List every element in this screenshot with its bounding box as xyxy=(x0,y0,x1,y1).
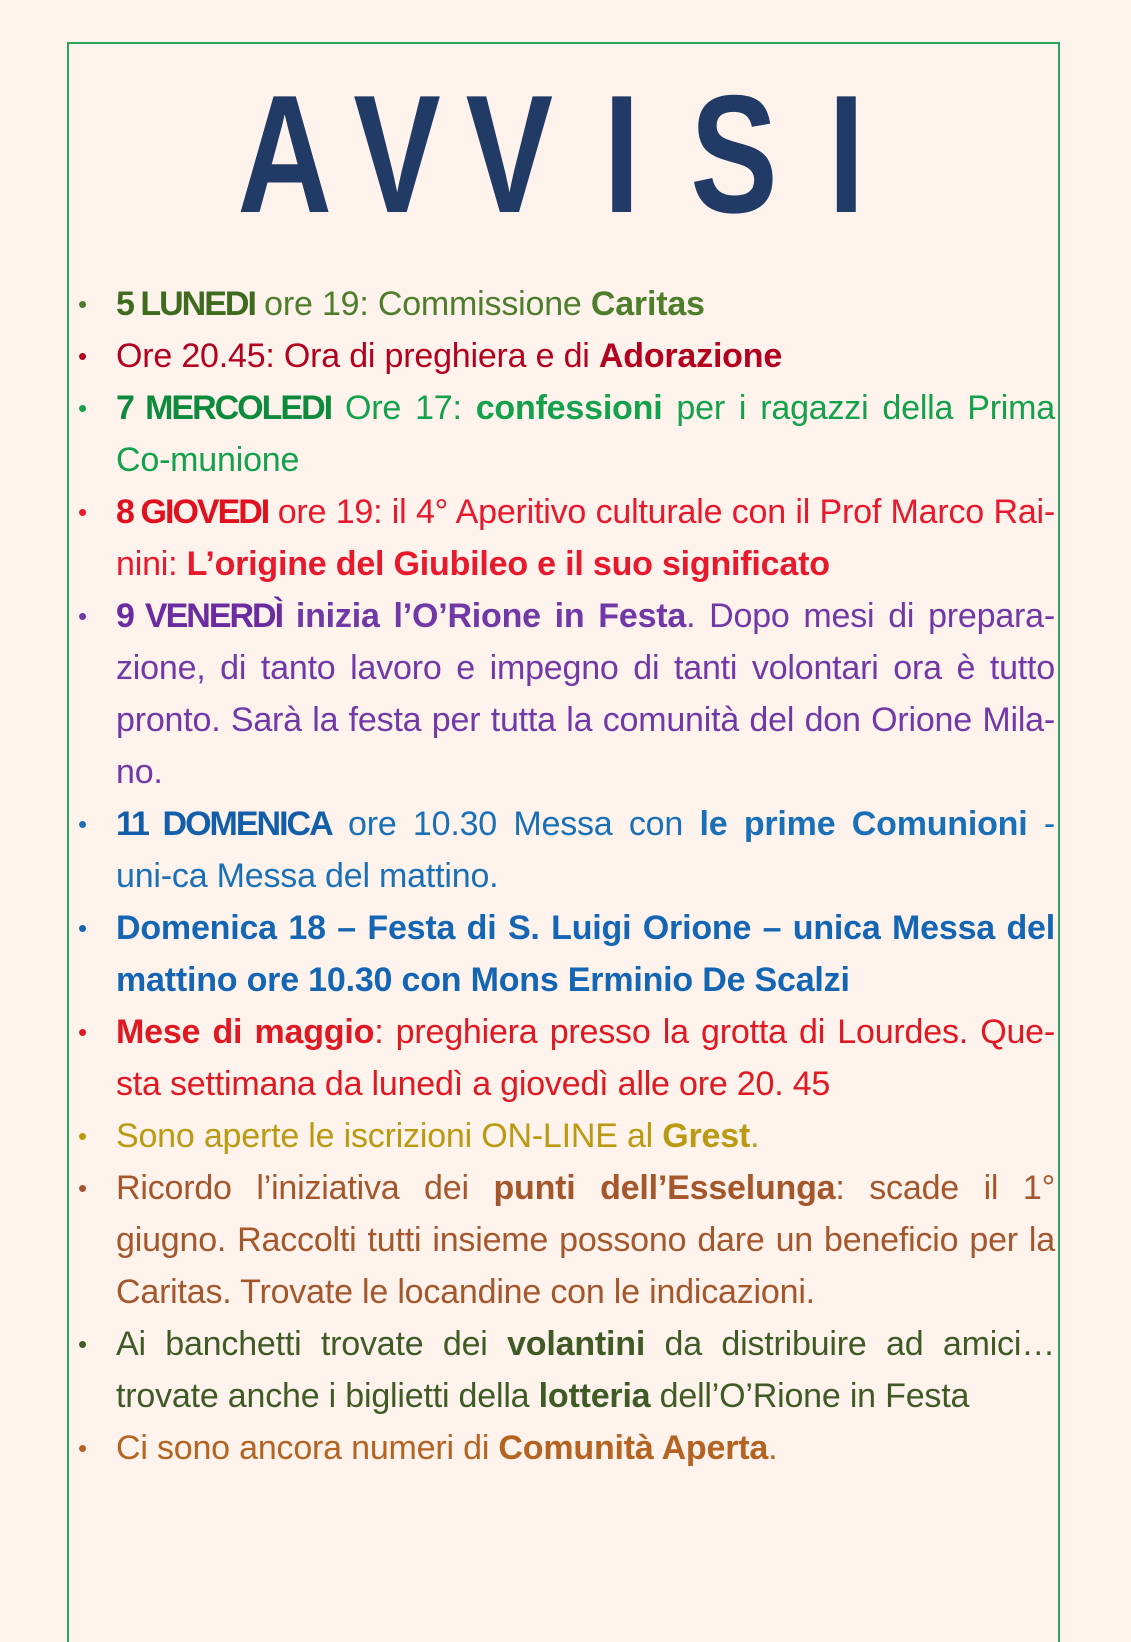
notice-highlight: inizia l’O’Rione in Festa xyxy=(282,597,687,635)
notice-text: : preghiera presso la grotta di Lourdes. Que-sta settimana da lunedì a giovedì alle ore 20. 45 xyxy=(116,1013,1055,1103)
notice-text: Ore 20.45: Ora di preghiera e di xyxy=(116,337,599,375)
notice-highlight: confessioni xyxy=(475,389,663,427)
notice-text: : scade il 1° giugno. Raccolti tutti insieme possono dare un beneficio per la Caritas. Trovate le locandine con le indicazioni. xyxy=(116,1169,1055,1311)
notice-text: Ore 17: xyxy=(331,389,476,427)
notice-highlight: Comunità Aperta xyxy=(498,1429,769,1467)
notice-highlight: Caritas xyxy=(590,285,705,323)
notice-list xyxy=(72,278,1055,1474)
notice-text: ore 19: Commissione xyxy=(254,285,591,323)
notice-item xyxy=(72,486,1055,590)
title-letter: S xyxy=(690,60,778,248)
notice-highlight: Domenica 18 – Festa di S. Luigi Orione – unica Messa del mattino ore 10.30 con Mons Erminio De Scalzi xyxy=(116,909,1055,999)
notice-text: dell’O’Rione in Festa xyxy=(650,1377,970,1415)
notice-item xyxy=(72,902,1055,1006)
notice-text: . Dopo mesi di prepara-zione, di tanto lavoro e impegno di tanti volontari ora è tutto pronto. Sarà la festa per tutta la comunità del don Orione Mila-no. xyxy=(116,597,1055,791)
notice-text: . xyxy=(768,1429,778,1467)
notice-item xyxy=(72,1422,1055,1474)
notice-highlight: L’origine del Giubileo e il suo significato xyxy=(186,545,830,583)
notice-text: Ci sono ancora numeri di xyxy=(116,1429,499,1467)
title-letter: V xyxy=(465,60,554,248)
notice-text: . xyxy=(750,1117,760,1155)
notice-date: 9 VENERDÌ xyxy=(116,597,283,635)
notice-date: 11 DOMENICA xyxy=(116,805,332,843)
notice-highlight: punti dell’Esselunga xyxy=(493,1169,836,1207)
notice-item xyxy=(72,1318,1055,1422)
notice-date: 7 MERCOLEDI xyxy=(116,389,332,427)
notice-date: 5 LUNEDI xyxy=(116,285,255,323)
notice-text: Sono aperte le iscrizioni ON-LINE al xyxy=(116,1117,663,1155)
notice-item xyxy=(72,590,1055,798)
title-letter: V xyxy=(353,60,441,248)
notice-highlight: lotteria xyxy=(538,1377,651,1415)
notice-item xyxy=(72,330,1055,382)
notice-highlight: Adorazione xyxy=(598,337,783,375)
title-letter: A xyxy=(237,60,333,248)
notice-highlight: volantini xyxy=(507,1325,646,1363)
notice-highlight: Mese di maggio xyxy=(116,1013,375,1051)
notice-text: ore 19: il 4° Aperitivo culturale con il Prof Marco Rai-nini: xyxy=(116,493,1056,583)
notice-item xyxy=(72,1162,1055,1318)
notice-text: - uni-ca Messa del mattino. xyxy=(116,805,1055,895)
notice-item xyxy=(72,798,1055,902)
notice-date: 8 GIOVEDI xyxy=(116,493,269,531)
title-letter: I xyxy=(828,60,865,248)
page-title xyxy=(124,60,1006,248)
notice-item xyxy=(72,1006,1055,1110)
notice-highlight: le prime Comunioni xyxy=(699,805,1028,843)
notice-text: Ai banchetti trovate dei xyxy=(116,1325,508,1363)
notice-item xyxy=(72,382,1055,486)
notice-text: Ricordo l’iniziativa dei xyxy=(116,1169,494,1207)
notice-item xyxy=(72,1110,1055,1162)
notice-text: ore 10.30 Messa con xyxy=(331,805,700,843)
notice-item xyxy=(72,278,1055,330)
title-letter: I xyxy=(603,60,640,248)
notice-text: per i ragazzi della Prima Co-munione xyxy=(116,389,1055,479)
notice-highlight: Grest xyxy=(662,1117,751,1155)
notice-text: da distribuire ad amici… trovate anche i biglietti della xyxy=(116,1325,1056,1415)
